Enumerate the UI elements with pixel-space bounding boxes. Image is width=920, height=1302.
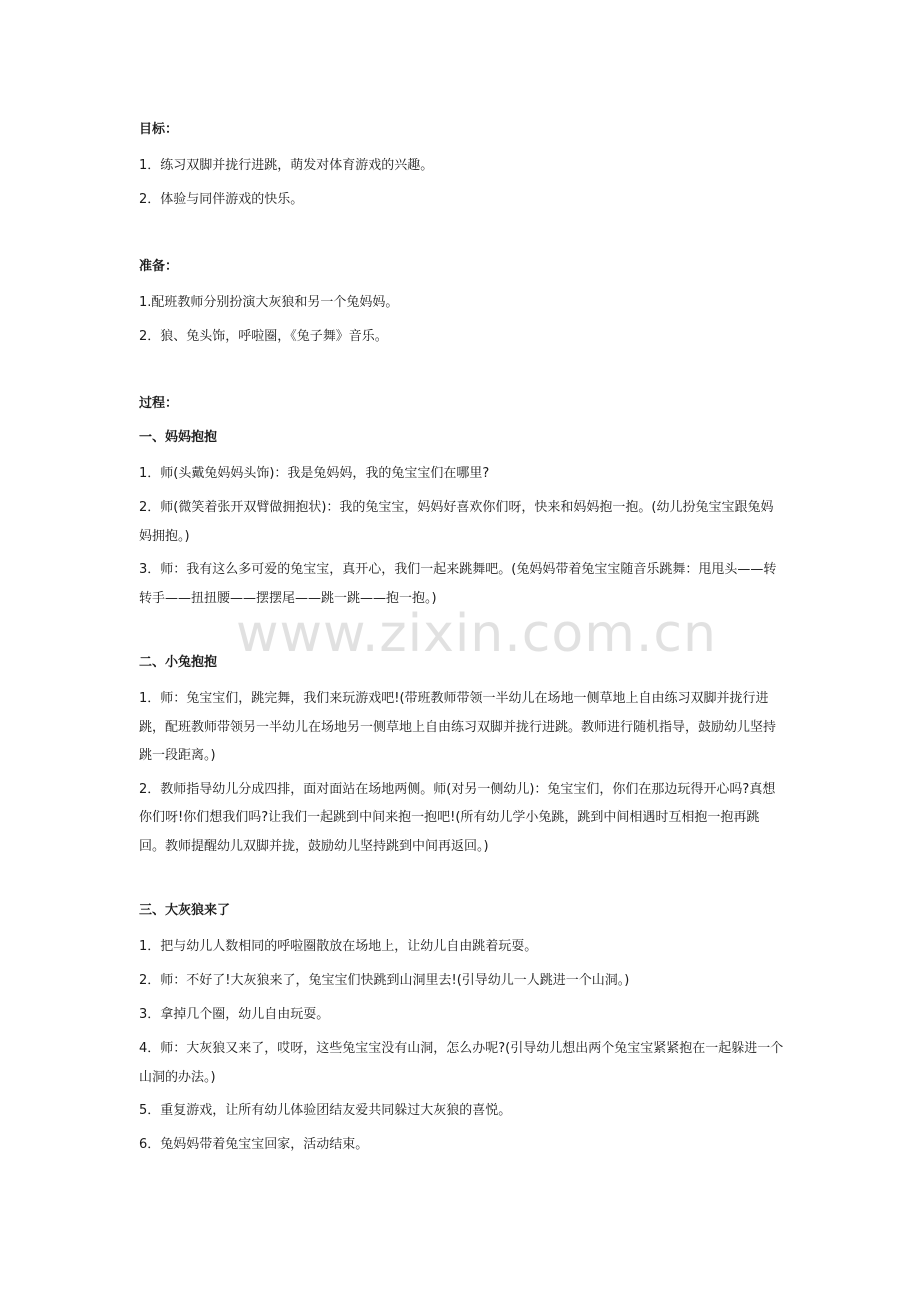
prep-item: 1.配班教师分别扮演大灰狼和另一个兔妈妈。	[139, 295, 399, 310]
prep-heading: 准备：	[139, 259, 179, 274]
step-item: 3．师：我有这么多可爱的兔宝宝，真开心，我们一起来跳舞吧。(兔妈妈带着兔宝宝随音乐跳舞：甩甩头——转转手——扭扭腰——摆摆尾——跳一跳——抱一抱。)	[139, 562, 777, 606]
step-item: 1．师：兔宝宝们，跳完舞，我们来玩游戏吧!(带班教师带领一半幼儿在场地一侧草地上自由练习双脚并拢行进跳，配班教师带领另一半幼儿在场地另一侧草地上自由练习双脚并拢行进跳。教师进行随机指导，鼓励幼儿坚持跳一段距离。)	[139, 691, 777, 763]
goal-item: 1．练习双脚并拢行进跳，萌发对体育游戏的兴趣。	[139, 158, 434, 173]
step-item: 2．教师指导幼儿分成四排，面对面站在场地两侧。师(对另一侧幼儿)：兔宝宝们，你们在那边玩得开心吗?真想你们呀!你们想我们吗?让我们一起跳到中间来抱一抱吧!(所有幼儿学小兔跳，跳到中间相遇时互相抱一抱再跳回。教师提醒幼儿双脚并拢，鼓励幼儿坚持跳到中间再返回。)	[139, 781, 776, 854]
step-item: 1．师(头戴兔妈妈头饰)：我是兔妈妈，我的兔宝宝们在哪里?	[139, 466, 490, 481]
goals-heading: 目标：	[139, 122, 179, 137]
step-item: 4．师：大灰狼又来了，哎呀，这些兔宝宝没有山洞，怎么办呢?(引导幼儿想出两个兔宝宝紧紧抱在一起躲进一个山洞的办法。)	[139, 1041, 784, 1085]
document-body	[139, 118, 784, 1165]
step-item: 2．师：不好了!大灰狼来了，兔宝宝们快跳到山洞里去!(引导幼儿一人跳进一个山洞。)	[139, 973, 630, 988]
watermark: www.zixin.com.cn	[236, 604, 717, 664]
process-heading: 过程：	[139, 396, 179, 411]
step-item: 3．拿掉几个圈，幼儿自由玩耍。	[139, 1007, 330, 1022]
step-item: 1．把与幼儿人数相同的呼啦圈散放在场地上，让幼儿自由跳着玩耍。	[139, 939, 538, 954]
step-item: 6．兔妈妈带着兔宝宝回家，活动结束。	[139, 1137, 369, 1152]
prep-item: 2．狼、兔头饰，呼啦圈，《兔子舞》音乐。	[139, 329, 388, 344]
goal-item: 2．体验与同伴游戏的快乐。	[139, 192, 304, 207]
section-title: 一、妈妈抱抱	[139, 430, 218, 445]
step-item: 5．重复游戏，让所有幼儿体验团结友爱共同躲过大灰狼的喜悦。	[139, 1103, 512, 1118]
step-item: 2．师(微笑着张开双臂做拥抱状)：我的兔宝宝，妈妈好喜欢你们呀，快来和妈妈抱一抱。(幼儿扮兔宝宝跟兔妈妈拥抱。)	[139, 500, 774, 544]
section-title: 二、小兔抱抱	[139, 655, 218, 670]
section-title: 三、大灰狼来了	[139, 903, 231, 918]
